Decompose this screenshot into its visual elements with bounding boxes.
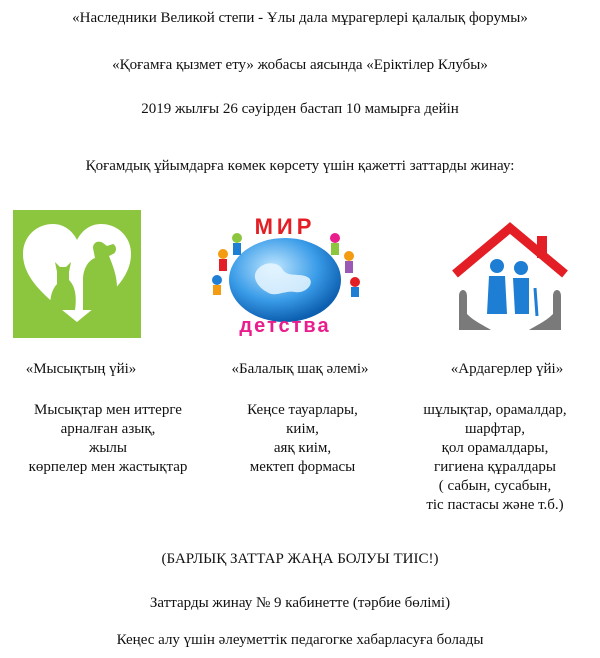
contact-info: Кеңес алу үшін әлеуметтік педагогке хабарласуға болады — [116, 632, 484, 648]
list-item: арналған азық, — [60, 421, 156, 437]
cat-house-logo — [13, 210, 141, 343]
mir-detstva-logo — [205, 212, 365, 347]
elderly-house-icon — [445, 218, 575, 338]
list-item: мектеп формасы — [249, 459, 356, 475]
collection-subtitle: Қоғамдық ұйымдарға көмек көрсету үшін қажетті заттарды жинау: — [85, 158, 515, 174]
list-item: Кеңсе тауарлары, — [247, 402, 358, 418]
list-item: шұлықтар, орамалдар, — [423, 402, 567, 418]
list-item: аяқ киім, — [273, 440, 332, 456]
list-item: шарфтар, — [464, 421, 526, 437]
globe-children-icon — [205, 212, 365, 342]
column-title-childhood-world: «Балалық шақ әлемі» — [231, 361, 369, 377]
list-item: киім, — [286, 421, 319, 437]
mir-logo-text: МИР — [254, 214, 316, 239]
header-line-3: 2019 жылғы 26 сәуірден бастап 10 мамырға дейін — [141, 101, 459, 117]
veterans-house-logo — [445, 218, 575, 343]
list-item: жылы — [88, 440, 127, 456]
header-line-2: «Қоғамға қызмет ету» жобасы аясында «Еріктілер Клубы» — [112, 57, 488, 73]
list-childhood-world — [220, 401, 385, 477]
column-title-cat-house: «Мысықтың үйі» — [25, 361, 137, 377]
list-item: көрпелер мен жастықтар — [28, 459, 188, 475]
list-cat-house — [8, 401, 208, 477]
list-item: ( сабын, сусабын, — [438, 478, 552, 494]
list-item: қол орамалдары, — [441, 440, 549, 456]
list-item: гигиена құралдары — [434, 459, 556, 475]
column-title-veterans-house: «Ардагерлер үйі» — [450, 361, 564, 377]
list-veterans-house — [400, 401, 590, 515]
header-line-1: «Наследники Великой степи - Ұлы дала мұрагерлері қалалық форумы» — [72, 10, 528, 26]
new-items-notice: (БАРЛЫҚ ЗАТТАР ЖАҢА БОЛУЫ ТИІС!) — [161, 551, 439, 567]
list-item: тіс пастасы және т.б.) — [426, 497, 564, 513]
list-item: Мысықтар мен иттерге — [34, 402, 182, 418]
detstva-logo-text: детства — [239, 315, 331, 337]
heart-pets-icon — [13, 210, 141, 338]
collection-location: Заттарды жинау № 9 кабинетте (тәрбие бөлімі) — [149, 595, 451, 611]
